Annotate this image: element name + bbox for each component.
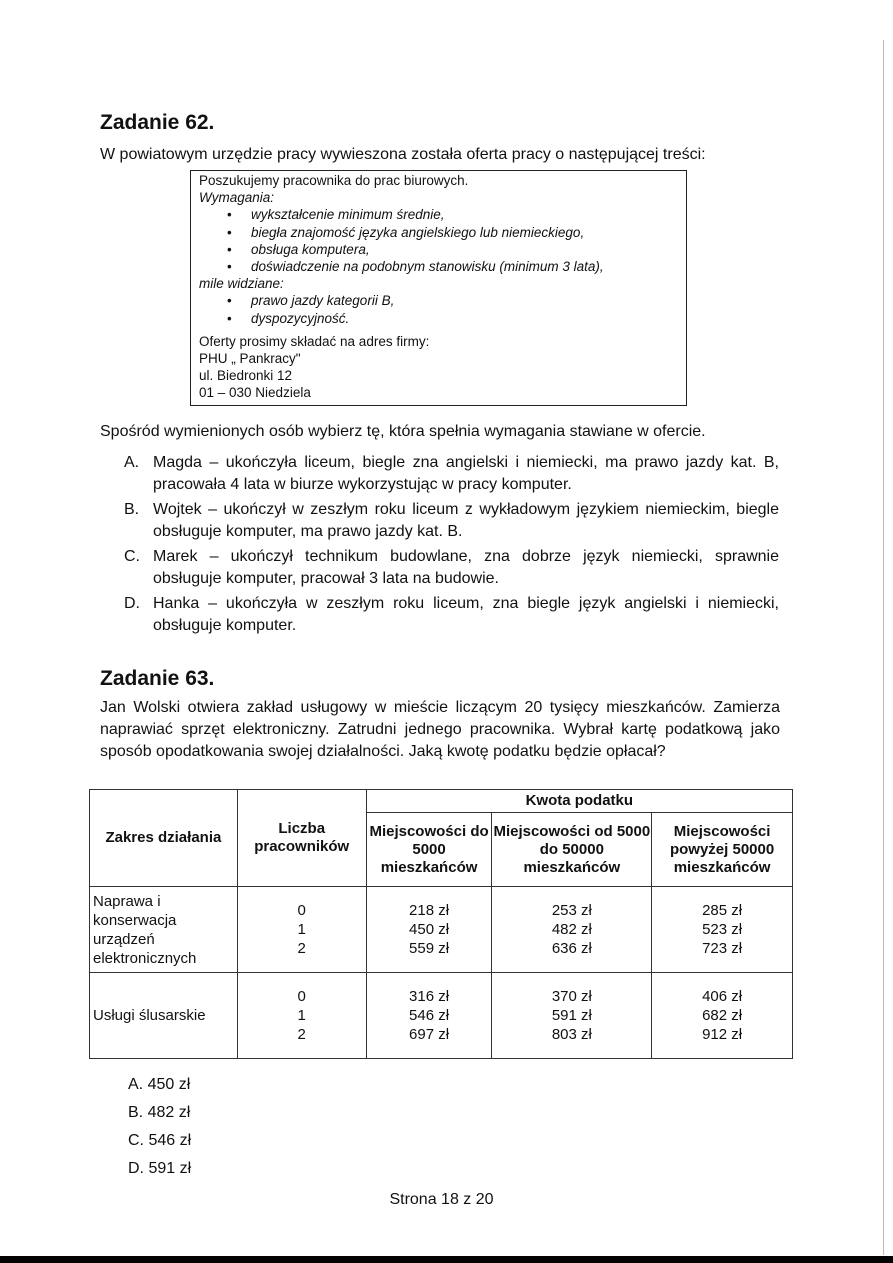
answer-text: Wojtek – ukończył w zeszłym roku liceum z wykładowym językiem niemieckim, biegle obsługuje komputer, ma prawo jazdy kat. B. bbox=[153, 501, 779, 540]
page-footer: Strona 18 z 20 bbox=[389, 1191, 494, 1208]
answer-text: Marek – ukończył technikum budowlane, zna dobrze język niemiecki, sprawnie obsługuje komputer, pracował 3 lata na budowie. bbox=[153, 548, 779, 587]
row-workers: 0 1 2 bbox=[237, 973, 366, 1059]
tax-table bbox=[89, 789, 793, 1059]
requirements-label: Wymagania: bbox=[199, 190, 275, 206]
company-name: PHU „ Pankracy" bbox=[199, 351, 301, 367]
task62-title: Zadanie 62. bbox=[100, 111, 215, 134]
job-offer-box bbox=[190, 170, 687, 406]
nice-to-have-item: • prawo jazdy kategorii B, bbox=[251, 292, 678, 309]
requirement-item: • wykształcenie minimum średnie, bbox=[251, 206, 678, 223]
header-small-towns: Miejscowości do 5000 mieszkańców bbox=[366, 813, 492, 887]
row-large: 285 zł 523 zł 723 zł bbox=[652, 887, 793, 973]
requirement-item: • doświadczenie na podobnym stanowisku (minimum 3 lata), bbox=[251, 258, 678, 275]
answer-option-b[interactable]: B. 482 zł bbox=[128, 1104, 191, 1121]
company-street: ul. Biedronki 12 bbox=[199, 368, 293, 384]
row-scope: Usługi ślusarskie bbox=[90, 973, 238, 1059]
offer-line1: Poszukujemy pracownika do prac biurowych. bbox=[199, 173, 469, 188]
row-mid: 370 zł 591 zł 803 zł bbox=[492, 973, 652, 1059]
answer-letter: C. bbox=[124, 548, 140, 565]
answer-option-c[interactable]: C. 546 zł bbox=[128, 1132, 192, 1149]
header-workers: Liczba pracowników bbox=[237, 790, 366, 887]
contact-intro: Oferty prosimy składać na adres firmy: bbox=[199, 333, 430, 349]
row-workers: 0 1 2 bbox=[237, 887, 366, 973]
requirement-item: • obsługa komputera, bbox=[251, 241, 678, 258]
header-large-towns: Miejscowości powyżej 50000 mieszkańców bbox=[652, 813, 793, 887]
row-large: 406 zł 682 zł 912 zł bbox=[652, 973, 793, 1059]
answer-letter: A. bbox=[124, 454, 140, 471]
answer-option-a[interactable]: A. 450 zł bbox=[128, 1076, 191, 1093]
row-mid: 253 zł 482 zł 636 zł bbox=[492, 887, 652, 973]
table-row bbox=[90, 973, 793, 1059]
header-mid-towns: Miejscowości od 5000 do 50000 mieszkańców bbox=[492, 813, 652, 887]
scan-edge-line bbox=[883, 40, 884, 1255]
task62-answers bbox=[124, 452, 779, 637]
answer-letter: B. bbox=[124, 501, 140, 518]
answer-option-d[interactable] bbox=[124, 593, 779, 637]
task62-intro: W powiatowym urzędzie pracy wywieszona została oferta pracy o następującej treści: bbox=[100, 146, 706, 163]
row-small: 316 zł 546 zł 697 zł bbox=[366, 973, 492, 1059]
task63-title: Zadanie 63. bbox=[100, 667, 215, 690]
answer-letter: D. bbox=[124, 595, 140, 612]
task62-question: Spośród wymienionych osób wybierz tę, która spełnia wymagania stawiane w ofercie. bbox=[100, 423, 706, 440]
answer-option-b[interactable] bbox=[124, 499, 779, 543]
nice-to-have-list bbox=[199, 292, 678, 326]
answer-option-a[interactable] bbox=[124, 452, 779, 496]
company-city: 01 – 030 Niedziela bbox=[199, 385, 311, 401]
scan-bottom-bar bbox=[0, 1256, 893, 1263]
answer-text: Hanka – ukończyła w zeszłym roku liceum, zna biegle język angielski i niemiecki, obsługuje komputer. bbox=[153, 595, 779, 634]
task63-answers bbox=[128, 1071, 191, 1183]
table-row bbox=[90, 887, 793, 973]
task63-question: Jan Wolski otwiera zakład usługowy w mieście liczącym 20 tysięcy mieszkańców. Zamierza naprawiać sprzęt elektroniczny. Zatrudni jednego pracownika. Wybrał kartę podatkową jako sposób opodatkowania swojej działalności. Jaką kwotę podatku będzie opłacał? bbox=[100, 699, 780, 760]
answer-option-c[interactable] bbox=[124, 546, 779, 590]
row-small: 218 zł 450 zł 559 zł bbox=[366, 887, 492, 973]
requirements-list bbox=[199, 206, 678, 275]
requirement-item: • biegła znajomość języka angielskiego lub niemieckiego, bbox=[251, 224, 678, 241]
nice-to-have-label: mile widziane: bbox=[199, 276, 284, 292]
header-scope: Zakres działania bbox=[90, 790, 238, 887]
header-tax-amount: Kwota podatku bbox=[366, 790, 792, 813]
answer-option-d[interactable]: D. 591 zł bbox=[128, 1160, 192, 1177]
nice-to-have-item: • dyspozycyjność. bbox=[251, 310, 678, 327]
answer-text: Magda – ukończyła liceum, biegle zna angielski i niemiecki, ma prawo jazdy kat. B, pracowała 4 lata w biurze wykorzystując w pracy komputer. bbox=[153, 454, 779, 493]
row-scope: Naprawa i konserwacja urządzeń elektronicznych bbox=[90, 887, 238, 973]
